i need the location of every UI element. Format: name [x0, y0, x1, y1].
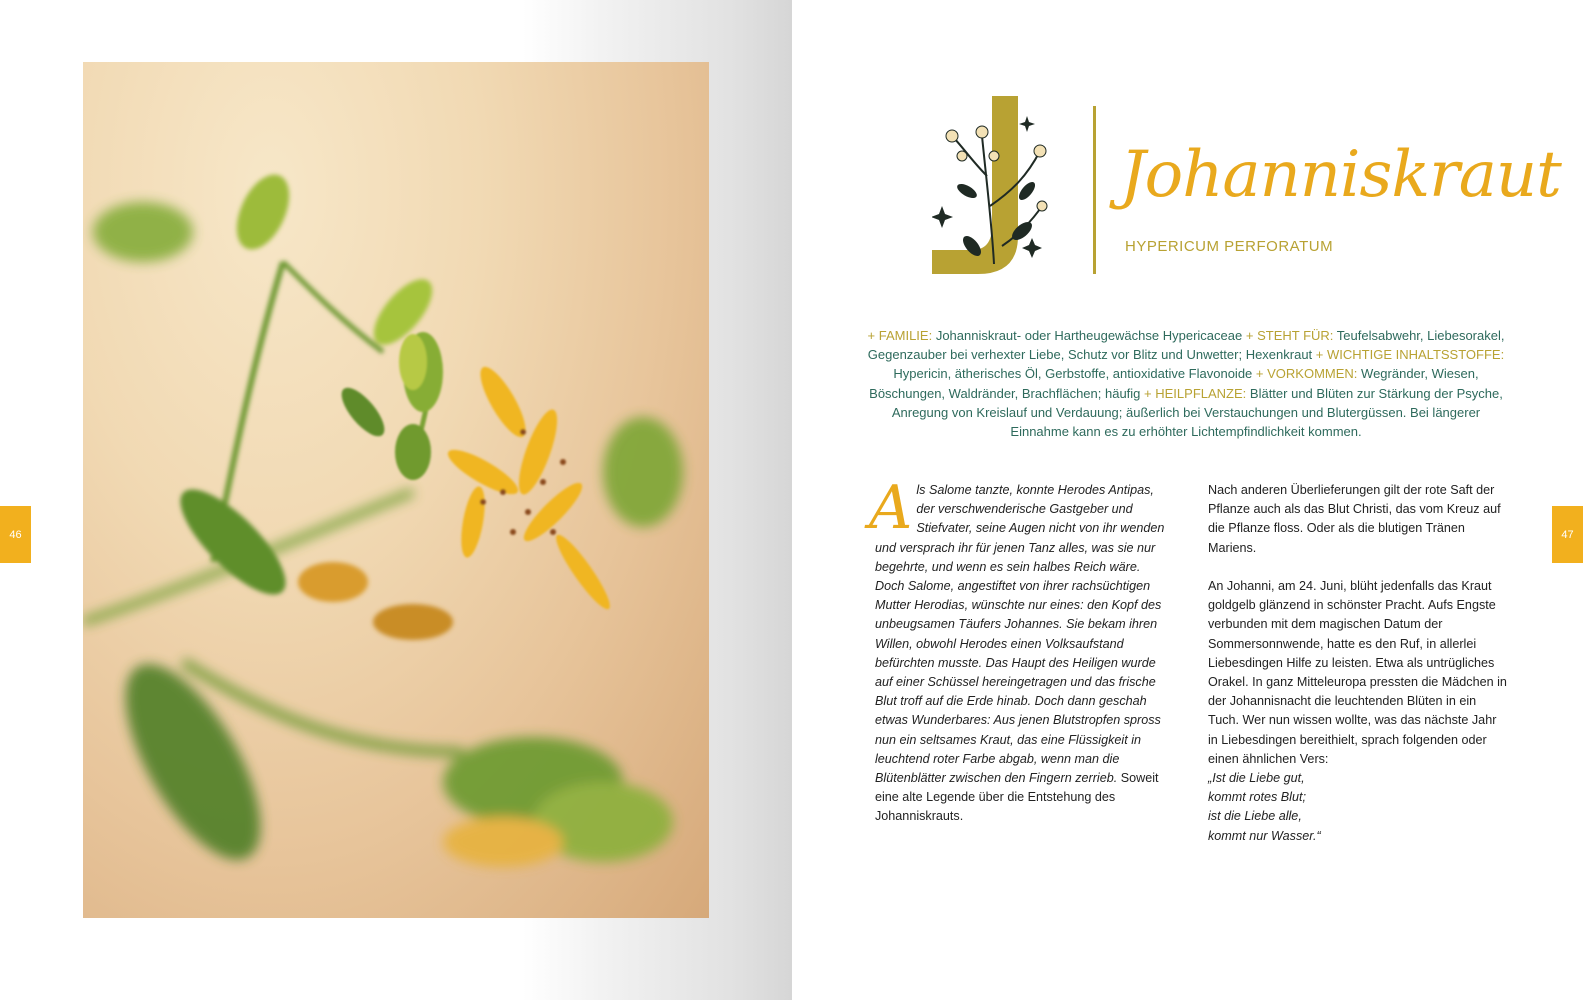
legend-end: Soweit eine alte Legende über die Entstehung des Johanniskrauts. [875, 771, 1159, 824]
facts-heil: Blätter und Blüten zur Stärkung der Psyche, Anregung von Kreislauf und Verdauung; äußerlich bei Verstauchungen und Blutergüssen. Bei längerer Einnahme kann es zu erhöhter Lichtempfindlichkeit kommen. [891, 385, 1503, 440]
facts-inhalt: Hypericin, ätherisches Öl, Gerbstoffe, antioxidative Flavonoide [893, 366, 1253, 382]
page-number-tab-right [1552, 506, 1583, 563]
story-column-left [869, 473, 1169, 827]
facts-vorkommen-label: VORKOMMEN: [1267, 366, 1358, 382]
verse-line: kommt nur Wasser.“ [1208, 828, 1321, 843]
facts-inhalt-label: WICHTIGE INHALTSSTOFFE: [1327, 347, 1505, 363]
facts-steht: Teufelsabwehr, Liebesorakel, Gegenzauber bei verhexter Liebe, Schutz vor Blitz und Unwetter; Hexenkraut [867, 328, 1505, 363]
page-number-tab-left [0, 506, 31, 563]
initial-j-illustration [932, 96, 1062, 276]
facts-familie-label: FAMILIE: [878, 328, 933, 343]
plus-icon: + [1144, 385, 1152, 401]
initial-letter-j-icon [932, 96, 1062, 276]
verse-line: „Ist die Liebe gut, [1208, 771, 1305, 786]
story-column-right [1208, 481, 1508, 846]
facts-steht-label: STEHT FÜR: [1257, 328, 1334, 343]
verse [1208, 769, 1508, 846]
paragraph-blood-of-christ: Nach anderen Überlieferungen gilt der rote Saft der Pflanze auch als das Blut Christi, das vom Kreuz auf die Pflanze floss. Oder als die blutigen Tränen Mariens. [1208, 483, 1501, 555]
title-divider [1093, 106, 1096, 274]
plus-icon: + [867, 328, 876, 343]
plus-icon: + [1255, 366, 1264, 382]
st-johns-wort-photo [83, 62, 709, 918]
verse-line: ist die Liebe alle, [1208, 809, 1302, 824]
legend-text: ls Salome tanzte, konnte Herodes Antipas, der verschwenderische Gastgeber und Stiefvater, seine Augen nicht von ihr wenden und versprach ihr für jenen Tanz alles, was sie nur begehrte, und wenn es sein halbes Reich wäre. Doch Salome, angestiftet von ihrer rachsüchtigen Mutter Herodias, wünschte nur eines: den Kopf des unbeugsamen Täufers Johannes. Sie bekam ihren Willen, obwohl Herodes einen Volksaufstand befürchten musste. Das Haupt des Heiligen wurde auf einer Schüssel hereingetragen und das frische Blut troff auf die Erde hinab. Doch dann geschah etwas Wunderbares: Aus jenen Blutstropfen spross nun ein seltsames Kraut, das eine Flüssigkeit in leuchtend roter Farbe abgab, wenn man die Blütenblätter zwischen den Fingern zerrieb. [875, 483, 1165, 786]
flower-photo-illustration [83, 62, 709, 918]
plus-icon: + [1245, 328, 1254, 343]
plant-title: Johanniskraut [1120, 138, 1561, 212]
drop-cap: A [869, 473, 913, 543]
plant-facts [866, 326, 1506, 441]
plant-latin-name: HYPERICUM PERFORATUM [1125, 238, 1334, 255]
page-number-right: 47 [1561, 528, 1574, 541]
verse-line: kommt rotes Blut; [1208, 790, 1306, 805]
plus-icon: + [1315, 347, 1324, 363]
facts-heil-label: HEILPFLANZE: [1155, 385, 1247, 401]
paragraph-johanni: An Johanni, am 24. Juni, blüht jedenfalls das Kraut goldgelb glänzend in schönster Pracht. Aufs Engste verbunden mit dem magischen Datum der Sommersonnwende, hatte es den Ruf, in allerlei Liebesdingen Hilfe zu leisten. Etwa als untrügliches Orakel. In ganz Mitteleuropa pressten die Mädchen in der Johannisnacht die leuchtenden Blüten in ein Tuch. Wer nun wissen wollte, was das nächste Jahr in Liebesdingen bereithielt, sprach folgenden oder einen ähnlichen Vers: [1208, 579, 1507, 766]
facts-familie: Johanniskraut- oder Hartheugewächse Hypericaceae [935, 328, 1243, 343]
facts-vorkommen: Wegränder, Wiesen, Böschungen, Waldränder, Brachflächen; häufig [869, 366, 1479, 401]
page-number-left: 46 [9, 528, 22, 541]
